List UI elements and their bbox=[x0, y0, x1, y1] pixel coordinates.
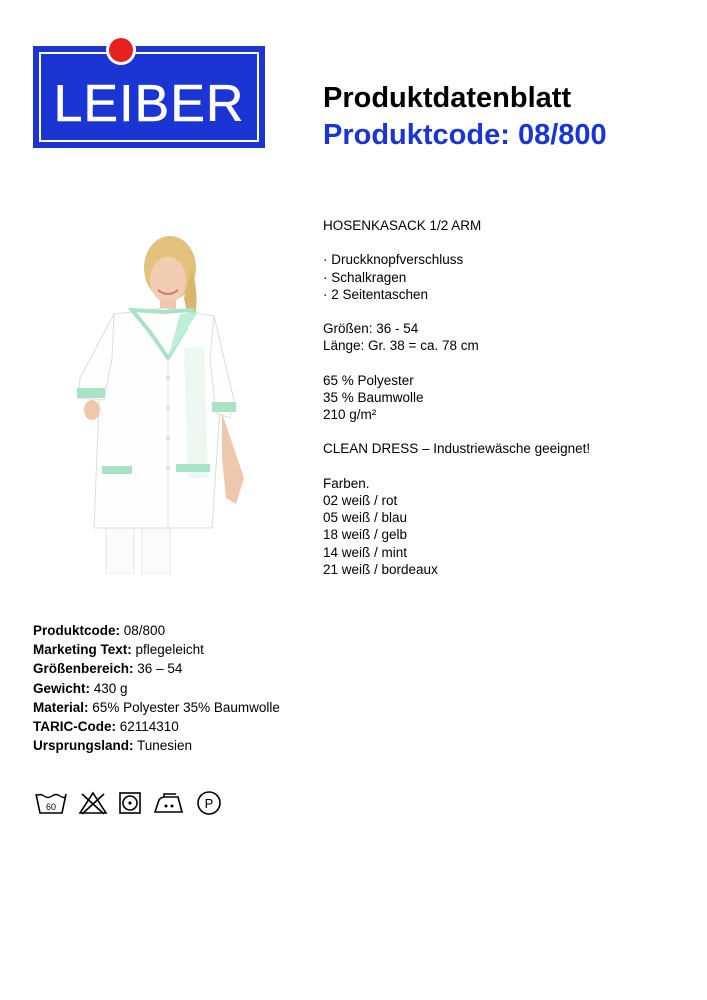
tumble-dry-icon bbox=[118, 790, 142, 816]
composition-item: 65 % Polyester bbox=[323, 372, 414, 388]
length-text: Länge: Gr. 38 = ca. 78 cm bbox=[323, 338, 479, 354]
no-bleach-icon bbox=[78, 790, 108, 816]
wash-60-icon bbox=[34, 790, 68, 816]
spec-key: Gewicht: bbox=[33, 680, 91, 696]
leiber-logo bbox=[33, 35, 265, 149]
spec-key: TARIC-Code: bbox=[33, 719, 116, 735]
color-item: 18 weiß / gelb bbox=[323, 527, 408, 543]
page-title: Produktdatenblatt bbox=[323, 82, 572, 114]
spec-key: Produktcode: bbox=[33, 623, 121, 638]
product-code-heading: Produktcode: 08/800 bbox=[323, 119, 607, 151]
spec-value: pflegeleicht bbox=[135, 642, 204, 658]
logo-text: LEIBER bbox=[53, 75, 245, 133]
colors-heading: Farben. bbox=[323, 475, 370, 491]
spec-key: Größenbereich: bbox=[33, 661, 134, 677]
sizes-text: Größen: 36 - 54 bbox=[323, 321, 419, 337]
spec-key: Ursprungsland: bbox=[33, 738, 134, 754]
dry-clean-letter: P bbox=[204, 796, 214, 811]
spec-value: Tunesien bbox=[137, 738, 193, 754]
spec-row bbox=[33, 621, 280, 640]
feature-item: · Druckknopfverschluss bbox=[323, 252, 464, 268]
iron-two-dots-icon bbox=[152, 790, 186, 816]
spec-row bbox=[33, 640, 280, 659]
product-name: HOSENKASACK 1/2 ARM bbox=[323, 218, 482, 233]
composition-item: 210 g/m² bbox=[323, 407, 377, 423]
spec-row bbox=[33, 698, 280, 717]
professional-dry-clean-p-icon bbox=[196, 790, 222, 816]
composition-item: 35 % Baumwolle bbox=[323, 389, 424, 405]
spec-value: 36 – 54 bbox=[137, 661, 183, 677]
color-item: 14 weiß / mint bbox=[323, 544, 408, 560]
spec-key: Marketing Text: bbox=[33, 642, 132, 658]
color-item: 21 weiß / bordeaux bbox=[323, 561, 438, 577]
feature-item: · Schalkragen bbox=[323, 269, 407, 285]
spec-value: 08/800 bbox=[123, 623, 166, 638]
spec-key: Material: bbox=[33, 699, 89, 715]
color-item: 05 weiß / blau bbox=[323, 510, 408, 526]
clean-dress-note: CLEAN DRESS – Industriewäsche geeignet! bbox=[323, 441, 591, 457]
spec-row bbox=[33, 736, 280, 755]
spec-row bbox=[33, 717, 280, 736]
product-photo bbox=[72, 228, 252, 574]
spec-value: 430 g bbox=[93, 680, 128, 696]
spec-row bbox=[33, 679, 280, 698]
care-symbols bbox=[34, 790, 222, 816]
spec-value: 65% Polyester 35% Baumwolle bbox=[92, 699, 280, 715]
spec-value: 62114310 bbox=[119, 719, 179, 735]
color-item: 02 weiß / rot bbox=[323, 493, 398, 508]
feature-item: · 2 Seitentaschen bbox=[323, 286, 429, 302]
spec-list bbox=[33, 621, 280, 755]
spec-row bbox=[33, 659, 280, 678]
wash-temperature: 60 bbox=[45, 802, 57, 812]
product-description bbox=[323, 217, 590, 578]
